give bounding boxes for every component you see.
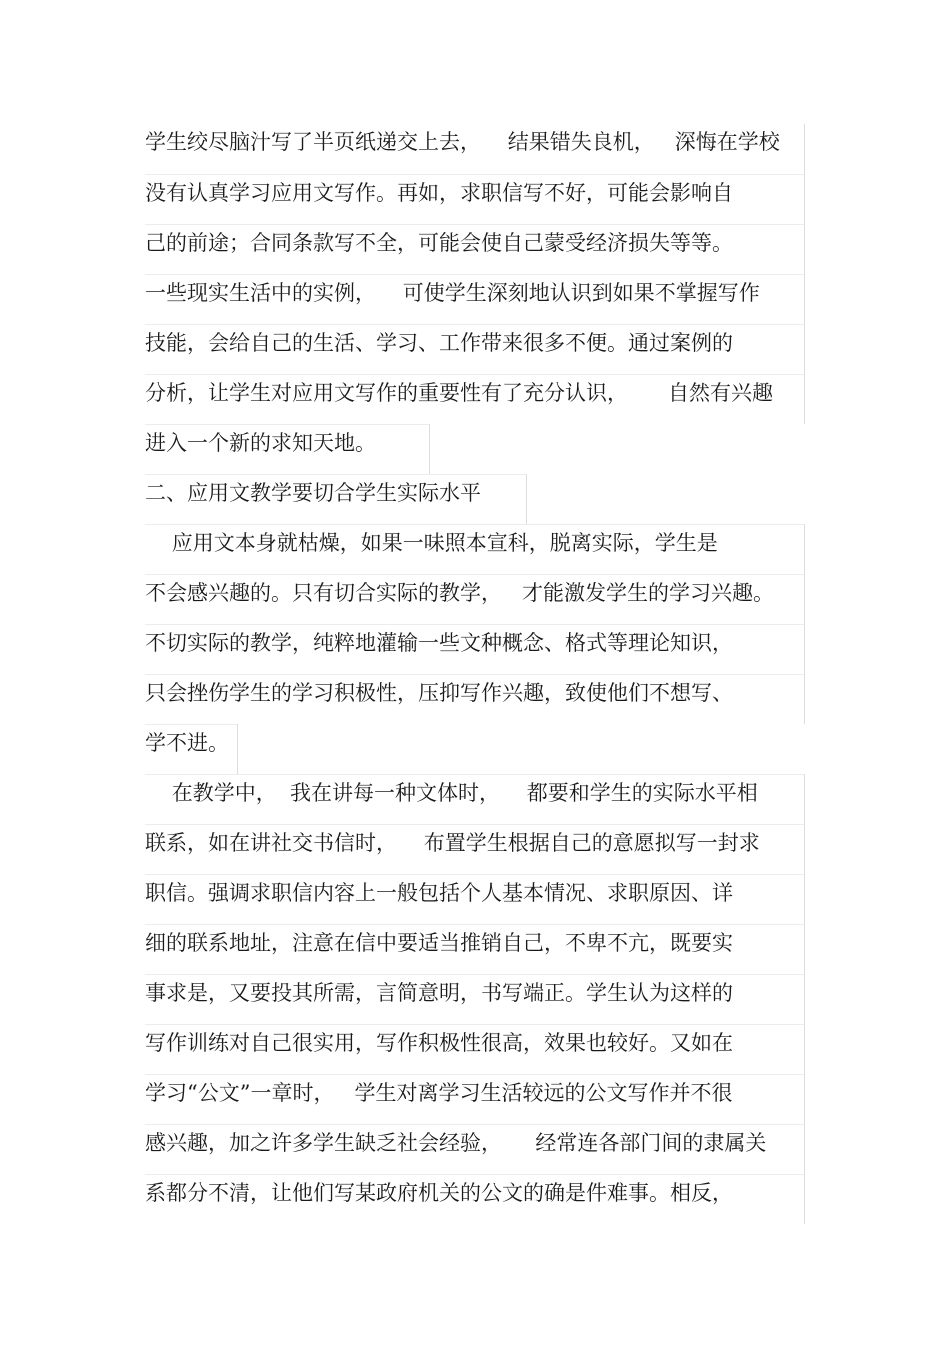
text-line: 联系，如在讲社交书信时， 布置学生根据自己的意愿拟写一封求 — [145, 824, 805, 874]
text-line: 系都分不清，让他们写某政府机关的公文的确是件难事。相反， — [145, 1174, 805, 1224]
text-line: 职信。强调求职信内容上一般包括个人基本情况、求职原因、详 — [145, 874, 805, 924]
text-line: 在教学中， 我在讲每一种文体时， 都要和学生的实际水平相 — [145, 774, 805, 824]
section-heading: 二、应用文教学要切合学生实际水平 — [145, 474, 527, 524]
text-line: 事求是，又要投其所需，言简意明，书写端正。学生认为这样的 — [145, 974, 805, 1024]
text-line: 己的前途；合同条款写不全，可能会使自己蒙受经济损失等等。 — [145, 224, 805, 274]
text-line: 一些现实生活中的实例， 可使学生深刻地认识到如果不掌握写作 — [145, 274, 805, 324]
text-line: 没有认真学习应用文写作。再如，求职信写不好，可能会影响自 — [145, 174, 805, 224]
text-line: 技能，会给自己的生活、学习、工作带来很多不便。通过案例的 — [145, 324, 805, 374]
text-line: 进入一个新的求知天地。 — [145, 424, 430, 474]
text-line: 不切实际的教学，纯粹地灌输一些文种概念、格式等理论知识， — [145, 624, 805, 674]
text-line: 应用文本身就枯燥，如果一味照本宣科，脱离实际，学生是 — [145, 524, 805, 574]
text-line: 细的联系地址，注意在信中要适当推销自己，不卑不亢，既要实 — [145, 924, 805, 974]
text-line: 学生绞尽脑汁写了半页纸递交上去， 结果错失良机， 深悔在学校 — [145, 124, 805, 174]
text-line: 不会感兴趣的。只有切合实际的教学， 才能激发学生的学习兴趣。 — [145, 574, 805, 624]
text-line: 分析，让学生对应用文写作的重要性有了充分认识， 自然有兴趣 — [145, 374, 805, 424]
text-line: 感兴趣，加之许多学生缺乏社会经验， 经常连各部门间的隶属关 — [145, 1124, 805, 1174]
text-line: 学习“公文”一章时， 学生对离学习生活较远的公文写作并不很 — [145, 1074, 805, 1124]
text-line: 只会挫伤学生的学习积极性，压抑写作兴趣，致使他们不想写、 — [145, 674, 805, 724]
text-line: 写作训练对自己很实用，写作积极性很高，效果也较好。又如在 — [145, 1024, 805, 1074]
text-line: 学不进。 — [145, 724, 238, 774]
